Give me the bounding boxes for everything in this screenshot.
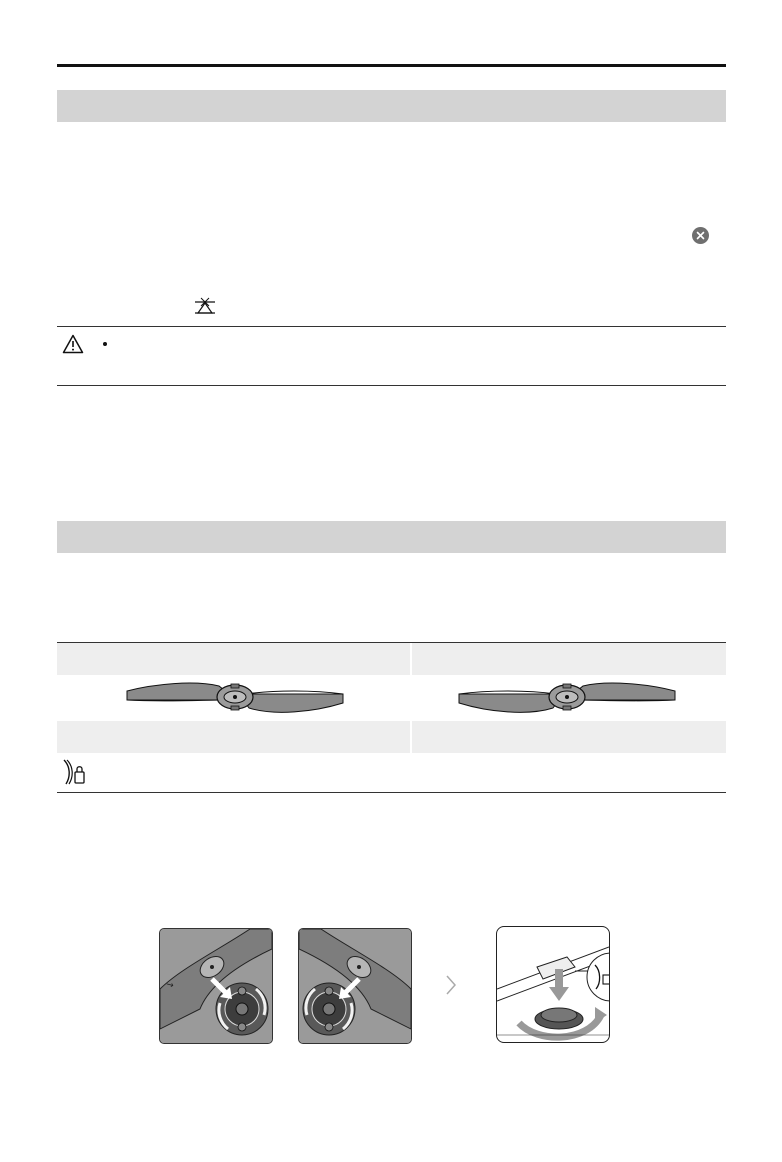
chevron-right-icon (444, 974, 458, 996)
mount-photo-2 (298, 928, 412, 1044)
warning-icon (62, 334, 84, 354)
propeller-image-left (124, 676, 346, 718)
propeller-lock-mark-icon (62, 758, 86, 786)
propeller-guard-icon (193, 297, 217, 315)
table-subheader-cell-right (412, 721, 726, 753)
table-subheader-cell-left (57, 721, 410, 753)
propeller-image-right (456, 676, 678, 718)
section-heading-bar-1 (57, 90, 726, 122)
section-heading-bar-2 (57, 521, 726, 553)
notice-bullet (103, 342, 107, 346)
svg-text:↘: ↘ (164, 978, 176, 991)
notice-bottom-rule (57, 385, 726, 386)
table-header-cell-right (412, 643, 726, 675)
close-circle-icon (692, 227, 709, 244)
table-bottom-rule (57, 792, 726, 793)
mount-photo-1 (159, 928, 273, 1044)
page-header-rule (57, 64, 726, 67)
notice-top-rule (57, 326, 726, 327)
table-header-cell-left (57, 643, 410, 675)
lock-diagram (496, 926, 610, 1043)
